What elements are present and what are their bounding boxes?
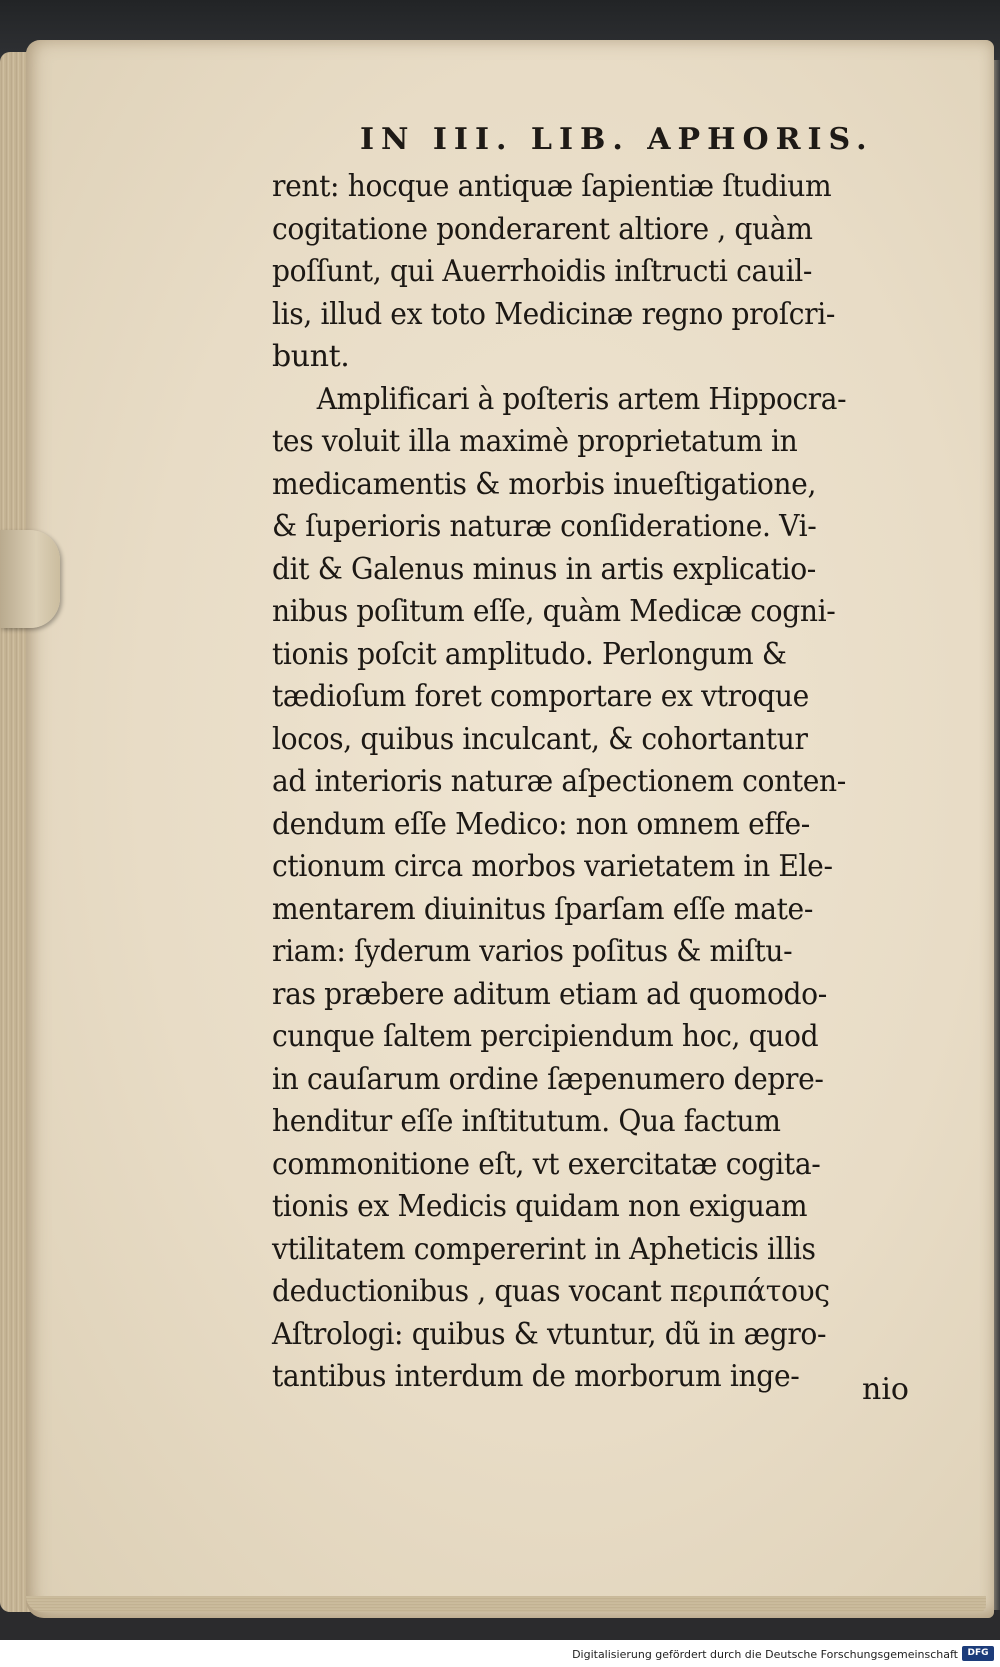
- text-line: in cauſarum ordine ſæpenumero depre-: [272, 1061, 824, 1097]
- text-line: locos, quibus inculcant, & cohortantur: [272, 721, 808, 757]
- text-line: cunque ſaltem percipiendum hoc, quod: [272, 1019, 819, 1054]
- text-line: Amplificari à poſteris artem Hippocra-: [316, 381, 847, 417]
- text-line: ctionum circa morbos varietatem in Ele-: [272, 849, 833, 884]
- text-line: commonitione eſt, vt exercitatæ cogita-: [272, 1146, 821, 1182]
- text-line: ras præbere aditum etiam ad quomodo-: [272, 976, 827, 1012]
- text-line: dit & Galenus minus in artis explicatio-: [272, 551, 816, 587]
- text-line: medicamentis & morbis inueſtigatione,: [272, 466, 817, 502]
- text-line: & ſuperioris naturæ conſideratione. Vi-: [272, 509, 817, 544]
- text-line: bunt.: [272, 339, 350, 374]
- text-line: vtilitatem compererint in Apheticis illis: [272, 1231, 816, 1267]
- text-line: poſſunt, qui Auerrhoidis inſtructi cauil-: [272, 254, 813, 289]
- footer-bar: [0, 1640, 1000, 1667]
- text-line: Aſtrologi: quibus & vtuntur, dũ in ægro-: [272, 1316, 827, 1352]
- text-line: tionis ex Medicis quidam non exiguam: [272, 1189, 808, 1224]
- text-line: lis, illud ex toto Medicinæ regno proſcri-: [272, 296, 836, 332]
- text-line: tantibus interdum de morborum inge-: [272, 1359, 800, 1394]
- text-line: riam: ſyderum varios poſitus & miſtu-: [272, 934, 793, 969]
- text-line: henditur eſſe inſtitutum. Qua factum: [272, 1104, 781, 1139]
- page-body-text: [272, 166, 912, 1399]
- text-line: tædioſum foret comportare ex vtroque: [272, 679, 809, 714]
- text-line: tionis poſcit amplitudo. Perlongum &: [272, 636, 787, 672]
- text-line: rent: hocque antiquæ ſapientiæ ſtudium: [272, 169, 832, 204]
- page-bottom-edge: [26, 1596, 986, 1612]
- running-head: IN III. LIB. APHORIS.: [360, 122, 874, 157]
- text-line: mentarem diuinitus ſparſam eſſe mate-: [272, 891, 813, 927]
- text-line: cogitatione ponderarent altiore , quàm: [272, 211, 813, 247]
- text-line: ad interioris naturæ aſpectionem conten-: [272, 764, 846, 799]
- catchword: nio: [862, 1372, 909, 1407]
- text-line: tes voluit illa maximè proprietatum in: [272, 424, 798, 459]
- bookmark-tab: [0, 530, 60, 628]
- dfg-logo: DFG: [962, 1646, 994, 1661]
- text-line: dendum eſſe Medico: non omnem effe-: [272, 806, 810, 842]
- footer-credit: Digitalisierung gefördert durch die Deutsche Forschungsgemeinschaft: [572, 1648, 958, 1661]
- text-line: nibus poſitum eſſe, quàm Medicæ cogni-: [272, 594, 836, 629]
- text-line: deductionibus , quas vocant περιπάτους: [272, 1274, 830, 1309]
